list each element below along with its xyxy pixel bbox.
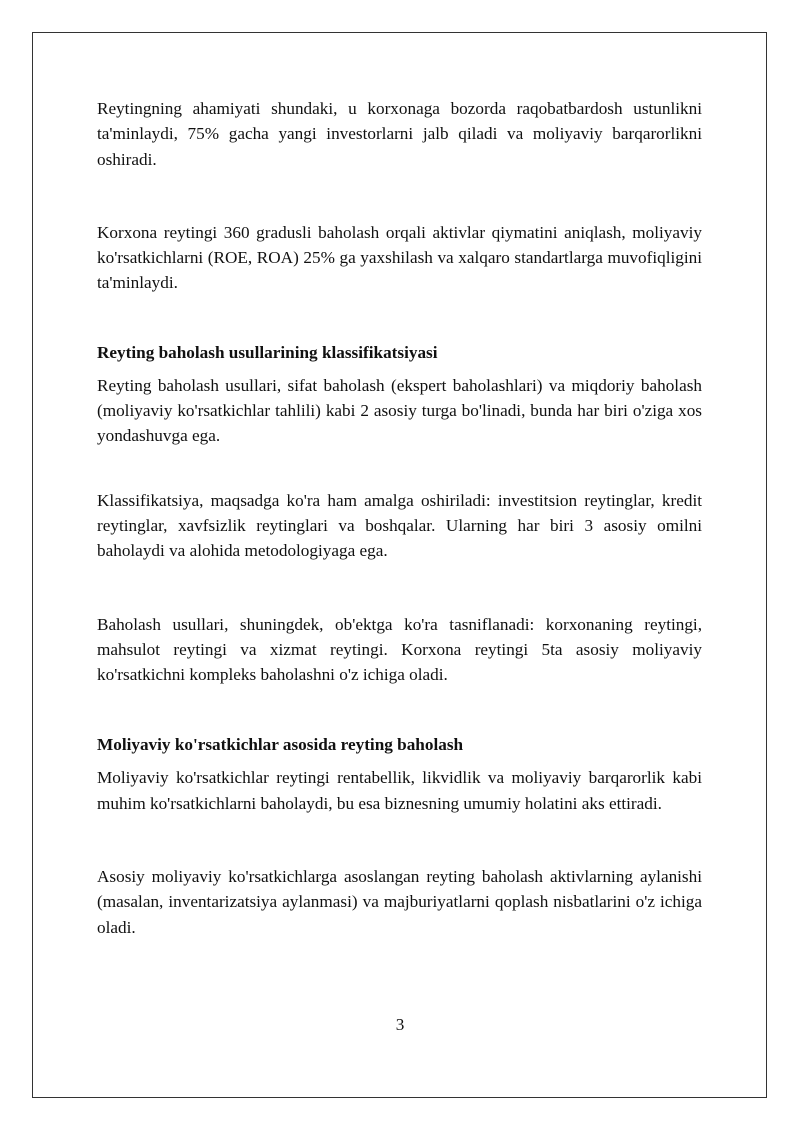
document-body	[97, 96, 702, 940]
paragraph: Moliyaviy ko'rsatkichlar reytingi rentabellik, likvidlik va moliyaviy barqarorlik kabi muhim ko'rsatkichlarni baholaydi, bu esa biznesning umumiy holatini aks ettiradi.	[97, 768, 702, 813]
paragraph: Reytingning ahamiyati shundaki, u korxonaga bozorda raqobatbardosh ustunlikni ta'minlaydi, 75% gacha yangi investorlarni jalb qiladi va moliyaviy barqarorlikni oshiradi.	[97, 99, 702, 169]
section-heading: Moliyaviy ko'rsatkichlar asosida reyting baholash	[97, 735, 464, 755]
paragraph: Asosiy moliyaviy ko'rsatkichlarga asoslangan reyting baholash aktivlarning aylanishi (masalan, inventarizatsiya aylanmasi) va majburiyatlarni qoplash nisbatlarini o'z ichiga oladi.	[97, 867, 702, 937]
section-heading: Reyting baholash usullarining klassifikatsiyasi	[97, 342, 438, 362]
paragraph: Klassifikatsiya, maqsadga ko'ra ham amalga oshiriladi: investitsion reytinglar, kredit reytinglar, xavfsizlik reytinglari va boshqalar. Ularning har biri 3 asosiy omilni baholaydi va alohida metodologiyaga ega.	[97, 490, 702, 561]
paragraph: Reyting baholash usullari, sifat baholash (ekspert baholashlari) va miqdoriy baholash (moliyaviy ko'rsatkichlar tahlili) kabi 2 asosiy turga bo'linadi, bunda har biri o'ziga xos yondashuvga ega.	[97, 375, 702, 446]
page-number: 3	[395, 1015, 405, 1034]
paragraph: Korxona reytingi 360 gradusli baholash orqali aktivlar qiymatini aniqlash, moliyaviy ko'rsatkichlarni (ROE, ROA) 25% ga yaxshilash va xalqaro standartlarga muvofiqligini ta'minlaydi.	[97, 222, 702, 293]
paragraph: Baholash usullari, shuningdek, ob'ektga ko'ra tasniflanadi: korxonaning reytingi, mahsulot reytingi va xizmat reytingi. Korxona reytingi 5ta asosiy moliyaviy ko'rsatkichni kompleks baholashni o'z ichiga oladi.	[97, 614, 702, 685]
